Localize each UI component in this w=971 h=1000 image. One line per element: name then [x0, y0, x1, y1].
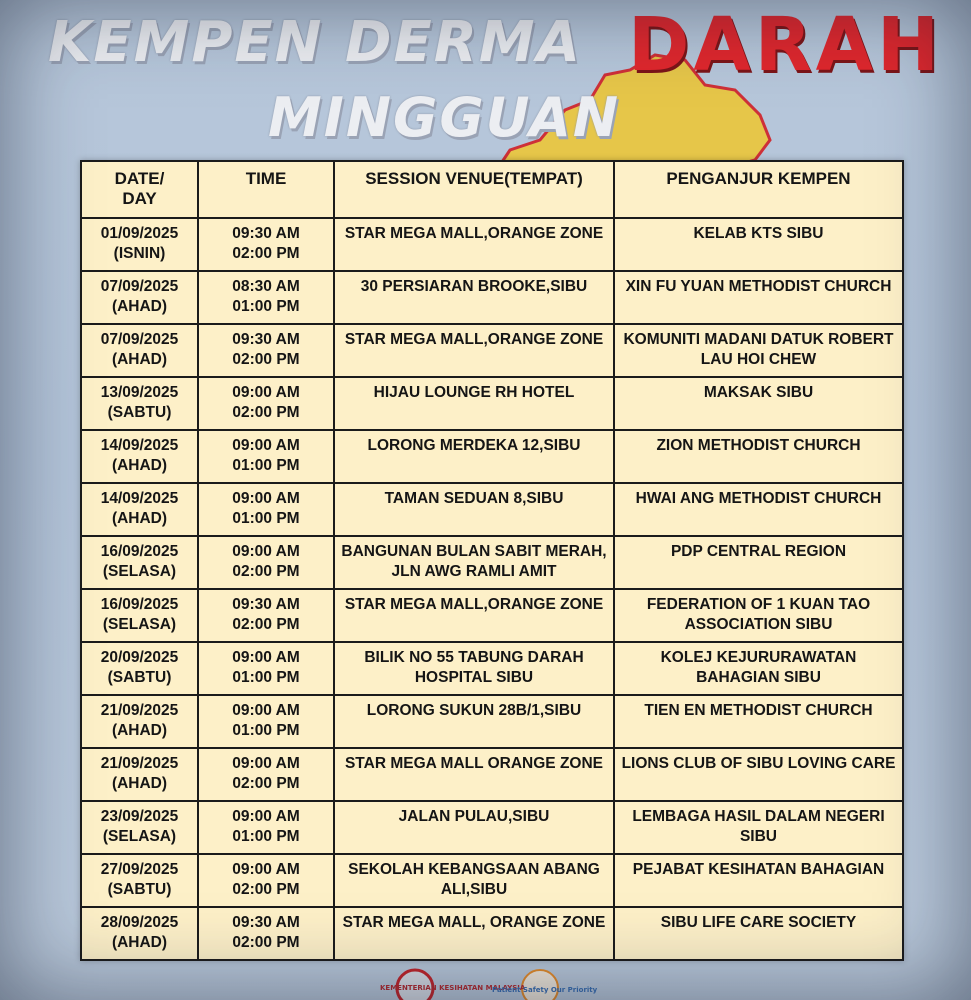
day-text: (SELASA) [102, 616, 177, 633]
date-text: 21/09/2025 [100, 755, 179, 772]
date-text: 23/09/2025 [100, 808, 179, 825]
day-text: (SABTU) [107, 404, 172, 421]
time-cell [198, 218, 334, 271]
day-text: (AHAD) [111, 934, 168, 951]
start-time-text: 09:00 AM [232, 490, 300, 507]
table-row [81, 854, 903, 907]
table-row [81, 642, 903, 695]
table-row [81, 589, 903, 642]
date-text: 14/09/2025 [100, 437, 179, 454]
organizer-text: PEJABAT KESIHATAN BAHAGIAN [632, 861, 885, 878]
organizer-cell [614, 377, 903, 430]
venue-cell [334, 377, 614, 430]
organizer-text: XIN FU YUAN METHODIST CHURCH [625, 278, 892, 295]
time-cell [198, 907, 334, 960]
table-row [81, 271, 903, 324]
date-cell [81, 589, 198, 642]
date-cell [81, 907, 198, 960]
day-text: (ISNIN) [113, 245, 166, 262]
venue-cell [334, 801, 614, 854]
date-text: 16/09/2025 [100, 543, 179, 560]
organizer-text: ZION METHODIST CHURCH [656, 437, 861, 454]
date-text: 21/09/2025 [100, 702, 179, 719]
venue-cell [334, 536, 614, 589]
date-cell [81, 324, 198, 377]
organizer-cell [614, 324, 903, 377]
day-text: (SELASA) [102, 563, 177, 580]
venue-text: BANGUNAN BULAN SABIT MERAH, JLN AWG RAMLI AMIT [341, 543, 607, 580]
venue-text: STAR MEGA MALL, ORANGE ZONE [342, 914, 606, 931]
organizer-cell [614, 801, 903, 854]
organizer-cell [614, 271, 903, 324]
venue-text: LORONG MERDEKA 12,SIBU [367, 437, 581, 454]
venue-text: JALAN PULAU,SIBU [398, 808, 550, 825]
organizer-text: MAKSAK SIBU [703, 384, 814, 401]
date-text: 28/09/2025 [100, 914, 179, 931]
footer-logo-left-text: KEMENTERIAN KESIHATAN MALAYSIA [380, 984, 526, 992]
date-cell [81, 748, 198, 801]
time-cell [198, 854, 334, 907]
date-cell [81, 642, 198, 695]
start-time-text: 09:30 AM [232, 914, 300, 931]
organizer-text: PDP CENTRAL REGION [670, 543, 847, 560]
time-cell [198, 324, 334, 377]
table-row [81, 695, 903, 748]
organizer-text: KOMUNITI MADANI DATUK ROBERT LAU HOI CHEW [623, 331, 894, 368]
venue-text: SEKOLAH KEBANGSAAN ABANG ALI,SIBU [348, 861, 600, 898]
date-text: 27/09/2025 [100, 861, 179, 878]
organizer-text: LIONS CLUB OF SIBU LOVING CARE [621, 755, 896, 772]
venue-cell [334, 324, 614, 377]
venue-cell [334, 589, 614, 642]
time-cell [198, 430, 334, 483]
venue-cell [334, 695, 614, 748]
footer-logo-right-text: Patient Safety Our Priority [492, 986, 598, 994]
organizer-cell [614, 748, 903, 801]
end-time-text: 01:00 PM [232, 722, 300, 739]
day-text: (SABTU) [107, 881, 172, 898]
date-cell [81, 271, 198, 324]
header-time: TIME [198, 161, 334, 218]
venue-text: 30 PERSIARAN BROOKE,SIBU [360, 278, 588, 295]
table-row [81, 430, 903, 483]
time-cell [198, 271, 334, 324]
table-row [81, 483, 903, 536]
organizer-cell [614, 430, 903, 483]
start-time-text: 09:00 AM [232, 702, 300, 719]
date-text: 07/09/2025 [100, 331, 179, 348]
start-time-text: 09:00 AM [232, 861, 300, 878]
table-row [81, 801, 903, 854]
time-cell [198, 695, 334, 748]
start-time-text: 09:00 AM [232, 649, 300, 666]
end-time-text: 02:00 PM [232, 351, 300, 368]
organizer-text: HWAI ANG METHODIST CHURCH [635, 490, 882, 507]
date-cell [81, 536, 198, 589]
title-line-2: MINGGUAN [268, 86, 621, 149]
day-text: (SELASA) [102, 828, 177, 845]
venue-cell [334, 271, 614, 324]
date-text: 01/09/2025 [100, 225, 179, 242]
header-date-line2: DAY [122, 189, 157, 208]
date-cell [81, 801, 198, 854]
organizer-text: KELAB KTS SIBU [693, 225, 824, 242]
start-time-text: 09:00 AM [232, 384, 300, 401]
organizer-text: FEDERATION OF 1 KUAN TAO ASSOCIATION SIBU [646, 596, 871, 633]
venue-cell [334, 642, 614, 695]
day-text: (AHAD) [111, 510, 168, 527]
table-row [81, 324, 903, 377]
organizer-cell [614, 907, 903, 960]
start-time-text: 08:30 AM [232, 278, 300, 295]
end-time-text: 02:00 PM [232, 563, 300, 580]
venue-text: HIJAU LOUNGE RH HOTEL [373, 384, 575, 401]
schedule-body [81, 218, 903, 960]
start-time-text: 09:00 AM [232, 543, 300, 560]
organizer-text: SIBU LIFE CARE SOCIETY [660, 914, 857, 931]
date-cell [81, 483, 198, 536]
table-row [81, 536, 903, 589]
time-cell [198, 536, 334, 589]
end-time-text: 01:00 PM [232, 828, 300, 845]
date-cell [81, 695, 198, 748]
end-time-text: 01:00 PM [232, 457, 300, 474]
end-time-text: 02:00 PM [232, 934, 300, 951]
day-text: (AHAD) [111, 775, 168, 792]
date-text: 07/09/2025 [100, 278, 179, 295]
table-row [81, 377, 903, 430]
organizer-text: KOLEJ KEJURURAWATAN BAHAGIAN SIBU [660, 649, 857, 686]
organizer-cell [614, 589, 903, 642]
end-time-text: 02:00 PM [232, 616, 300, 633]
start-time-text: 09:30 AM [232, 331, 300, 348]
day-text: (SABTU) [107, 669, 172, 686]
venue-text: STAR MEGA MALL,ORANGE ZONE [344, 225, 604, 242]
end-time-text: 01:00 PM [232, 669, 300, 686]
start-time-text: 09:00 AM [232, 755, 300, 772]
venue-text: BILIK NO 55 TABUNG DARAH HOSPITAL SIBU [364, 649, 584, 686]
date-text: 13/09/2025 [100, 384, 179, 401]
start-time-text: 09:00 AM [232, 437, 300, 454]
organizer-cell [614, 218, 903, 271]
venue-cell [334, 430, 614, 483]
end-time-text: 02:00 PM [232, 245, 300, 262]
organizer-cell [614, 642, 903, 695]
date-text: 16/09/2025 [100, 596, 179, 613]
title-line-1: KEMPEN DERMA [48, 10, 582, 75]
header-date-day [81, 161, 198, 218]
date-text: 14/09/2025 [100, 490, 179, 507]
end-time-text: 01:00 PM [232, 298, 300, 315]
day-text: (AHAD) [111, 351, 168, 368]
title-accent: DARAH [628, 2, 943, 88]
venue-cell [334, 483, 614, 536]
venue-text: TAMAN SEDUAN 8,SIBU [384, 490, 564, 507]
organizer-cell [614, 854, 903, 907]
day-text: (AHAD) [111, 298, 168, 315]
organizer-text: TIEN EN METHODIST CHURCH [644, 702, 873, 719]
date-text: 20/09/2025 [100, 649, 179, 666]
venue-text: STAR MEGA MALL,ORANGE ZONE [344, 331, 604, 348]
time-cell [198, 748, 334, 801]
day-text: (AHAD) [111, 722, 168, 739]
venue-text: STAR MEGA MALL ORANGE ZONE [344, 755, 604, 772]
venue-cell [334, 854, 614, 907]
date-cell [81, 218, 198, 271]
time-cell [198, 642, 334, 695]
venue-cell [334, 218, 614, 271]
start-time-text: 09:30 AM [232, 596, 300, 613]
date-cell [81, 854, 198, 907]
header-date-line1: DATE/ [114, 169, 165, 188]
time-cell [198, 589, 334, 642]
time-cell [198, 377, 334, 430]
table-row [81, 907, 903, 960]
table-row [81, 748, 903, 801]
header-venue: SESSION VENUE(TEMPAT) [334, 161, 614, 218]
venue-cell [334, 748, 614, 801]
venue-text: STAR MEGA MALL,ORANGE ZONE [344, 596, 604, 613]
header-organizer: PENGANJUR KEMPEN [614, 161, 903, 218]
end-time-text: 01:00 PM [232, 510, 300, 527]
start-time-text: 09:00 AM [232, 808, 300, 825]
start-time-text: 09:30 AM [232, 225, 300, 242]
end-time-text: 02:00 PM [232, 404, 300, 421]
day-text: (AHAD) [111, 457, 168, 474]
venue-text: LORONG SUKUN 28B/1,SIBU [366, 702, 582, 719]
venue-cell [334, 907, 614, 960]
organizer-cell [614, 695, 903, 748]
organizer-text: LEMBAGA HASIL DALAM NEGERI SIBU [632, 808, 885, 845]
organizer-cell [614, 536, 903, 589]
time-cell [198, 483, 334, 536]
schedule-table [80, 160, 904, 961]
date-cell [81, 377, 198, 430]
table-row [81, 218, 903, 271]
time-cell [198, 801, 334, 854]
table-header-row [81, 161, 903, 218]
end-time-text: 02:00 PM [232, 775, 300, 792]
end-time-text: 02:00 PM [232, 881, 300, 898]
date-cell [81, 430, 198, 483]
organizer-cell [614, 483, 903, 536]
